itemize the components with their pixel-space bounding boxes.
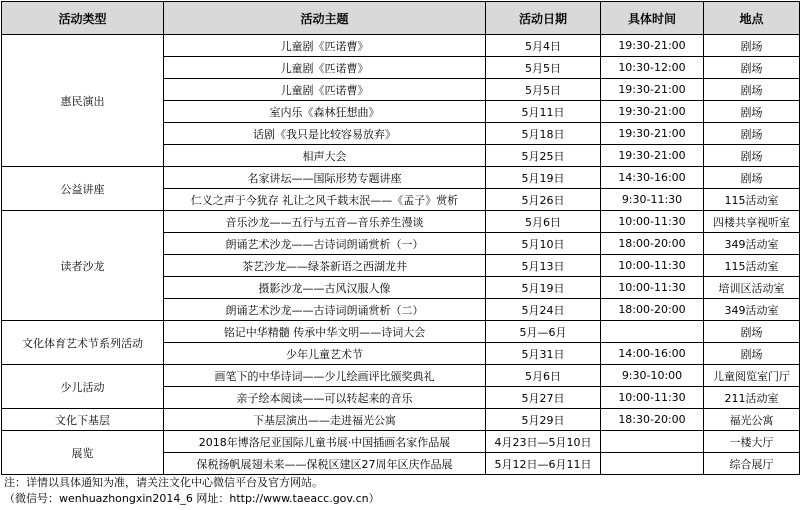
activity-date-cell: 5月11日	[486, 101, 601, 123]
activity-time-cell: 10:00-11:30	[601, 387, 704, 409]
activity-date-cell: 5月—6月	[486, 321, 601, 343]
activity-location-cell: 剧场	[704, 35, 800, 57]
activity-theme-cell: 儿童剧《匹诺曹》	[164, 57, 486, 79]
activity-theme-cell: 亲子绘本阅读——可以转起来的音乐	[164, 387, 486, 409]
activity-schedule-table	[1, 1, 800, 475]
activity-date-cell: 5月27日	[486, 387, 601, 409]
activity-time-cell: 9:30-10:00	[601, 365, 704, 387]
activity-type-cell: 少儿活动	[2, 365, 164, 409]
table-row	[2, 211, 800, 233]
activity-type-cell: 展览	[2, 431, 164, 475]
activity-type-cell: 读者沙龙	[2, 211, 164, 321]
activity-date-cell: 5月24日	[486, 299, 601, 321]
activity-time-cell: 19:30-21:00	[601, 101, 704, 123]
activity-date-cell: 5月6日	[486, 365, 601, 387]
activity-type-cell: 文化体育艺术节系列活动	[2, 321, 164, 365]
header-activity-type: 活动类型	[2, 2, 164, 35]
activity-location-cell: 培训区活动室	[704, 277, 800, 299]
table-row	[2, 431, 800, 453]
activity-location-cell: 剧场	[704, 79, 800, 101]
activity-location-cell: 福光公寓	[704, 409, 800, 431]
activity-theme-cell: 画笔下的中华诗词——少儿绘画评比颁奖典礼	[164, 365, 486, 387]
activity-location-cell: 剧场	[704, 123, 800, 145]
activity-date-cell: 5月31日	[486, 343, 601, 365]
activity-theme-cell: 朗诵艺术沙龙——古诗词朗诵赏析（二）	[164, 299, 486, 321]
activity-time-cell: 14:30-16:00	[601, 167, 704, 189]
table-row	[2, 365, 800, 387]
footer-contact: （微信号：wenhuazhongxin2014_6 网址：http://www.taeacc.gov.cn）	[4, 492, 380, 505]
activity-theme-cell: 儿童剧《匹诺曹》	[164, 35, 486, 57]
activity-location-cell: 剧场	[704, 101, 800, 123]
activity-theme-cell: 朗诵艺术沙龙——古诗词朗诵赏析（一）	[164, 233, 486, 255]
table-row	[2, 167, 800, 189]
activity-theme-cell: 茶艺沙龙——绿茶新语之西湖龙井	[164, 255, 486, 277]
footer-note: 注：详情以具体通知为准，请关注文化中心微信平台及官方网站。	[4, 476, 323, 489]
activity-time-cell: 10:00-11:30	[601, 255, 704, 277]
activity-theme-cell: 铭记中华精髓 传承中华文明——诗词大会	[164, 321, 486, 343]
activity-location-cell: 115活动室	[704, 189, 800, 211]
activity-theme-cell: 室内乐《森林狂想曲》	[164, 101, 486, 123]
activity-time-cell	[601, 453, 704, 475]
activity-date-cell: 5月13日	[486, 255, 601, 277]
activity-date-cell: 5月6日	[486, 211, 601, 233]
activity-location-cell: 211活动室	[704, 387, 800, 409]
activity-date-cell: 5月4日	[486, 35, 601, 57]
activity-location-cell: 115活动室	[704, 255, 800, 277]
activity-location-cell: 剧场	[704, 167, 800, 189]
activity-theme-cell: 保税扬帆展翅未来——保税区建区27周年区庆作品展	[164, 453, 486, 475]
activity-date-cell: 4月23日—5月10日	[486, 431, 601, 453]
activity-date-cell: 5月18日	[486, 123, 601, 145]
header-specific-time: 具体时间	[601, 2, 704, 35]
activity-time-cell: 18:30-20:00	[601, 409, 704, 431]
activity-location-cell: 一楼大厅	[704, 431, 800, 453]
header-activity-date: 活动日期	[486, 2, 601, 35]
activity-type-cell: 惠民演出	[2, 35, 164, 167]
table-row	[2, 35, 800, 57]
activity-time-cell	[601, 431, 704, 453]
activity-type-cell: 公益讲座	[2, 167, 164, 211]
activity-time-cell: 19:30-21:00	[601, 79, 704, 101]
activity-time-cell: 19:30-21:00	[601, 123, 704, 145]
activity-theme-cell: 话剧《我只是比较容易放弃》	[164, 123, 486, 145]
activity-location-cell: 综合展厅	[704, 453, 800, 475]
activity-theme-cell: 2018年博洛尼亚国际儿童书展·中国插画名家作品展	[164, 431, 486, 453]
activity-date-cell: 5月19日	[486, 167, 601, 189]
activity-location-cell: 349活动室	[704, 233, 800, 255]
activity-time-cell: 14:00-16:00	[601, 343, 704, 365]
activity-theme-cell: 相声大会	[164, 145, 486, 167]
activity-time-cell: 19:30-21:00	[601, 35, 704, 57]
activity-date-cell: 5月5日	[486, 57, 601, 79]
activity-time-cell: 18:00-20:00	[601, 233, 704, 255]
activity-location-cell: 儿童阅览室门厅	[704, 365, 800, 387]
activity-date-cell: 5月29日	[486, 409, 601, 431]
activity-date-cell: 5月10日	[486, 233, 601, 255]
table-header-row	[2, 2, 800, 35]
schedule-body	[2, 35, 800, 475]
activity-date-cell: 5月12日—6月11日	[486, 453, 601, 475]
activity-theme-cell: 少年儿童艺术节	[164, 343, 486, 365]
activity-date-cell: 5月25日	[486, 145, 601, 167]
activity-location-cell: 四楼共享视听室	[704, 211, 800, 233]
activity-time-cell	[601, 321, 704, 343]
activity-location-cell: 剧场	[704, 57, 800, 79]
activity-location-cell: 剧场	[704, 145, 800, 167]
activity-theme-cell: 名家讲坛——国际形势专题讲座	[164, 167, 486, 189]
activity-theme-cell: 音乐沙龙——五行与五音—音乐养生漫谈	[164, 211, 486, 233]
table-row	[2, 409, 800, 431]
activity-date-cell: 5月26日	[486, 189, 601, 211]
activity-theme-cell: 儿童剧《匹诺曹》	[164, 79, 486, 101]
header-activity-theme: 活动主题	[164, 2, 486, 35]
activity-location-cell: 剧场	[704, 343, 800, 365]
activity-time-cell: 10:00-11:30	[601, 277, 704, 299]
activity-theme-cell: 摄影沙龙——古风汉服人像	[164, 277, 486, 299]
activity-theme-cell: 仁义之声于今犹存 礼让之风千载末泯——《孟子》赏析	[164, 189, 486, 211]
activity-time-cell: 18:00-20:00	[601, 299, 704, 321]
activity-location-cell: 349活动室	[704, 299, 800, 321]
activity-time-cell: 10:00-11:30	[601, 211, 704, 233]
activity-time-cell: 9:30-11:30	[601, 189, 704, 211]
header-location: 地点	[704, 2, 800, 35]
table-row	[2, 321, 800, 343]
activity-type-cell: 文化下基层	[2, 409, 164, 431]
activity-date-cell: 5月5日	[486, 79, 601, 101]
activity-date-cell: 5月19日	[486, 277, 601, 299]
activity-location-cell: 剧场	[704, 321, 800, 343]
activity-time-cell: 19:30-21:00	[601, 145, 704, 167]
activity-time-cell: 10:30-12:00	[601, 57, 704, 79]
activity-theme-cell: 下基层演出——走进福光公寓	[164, 409, 486, 431]
